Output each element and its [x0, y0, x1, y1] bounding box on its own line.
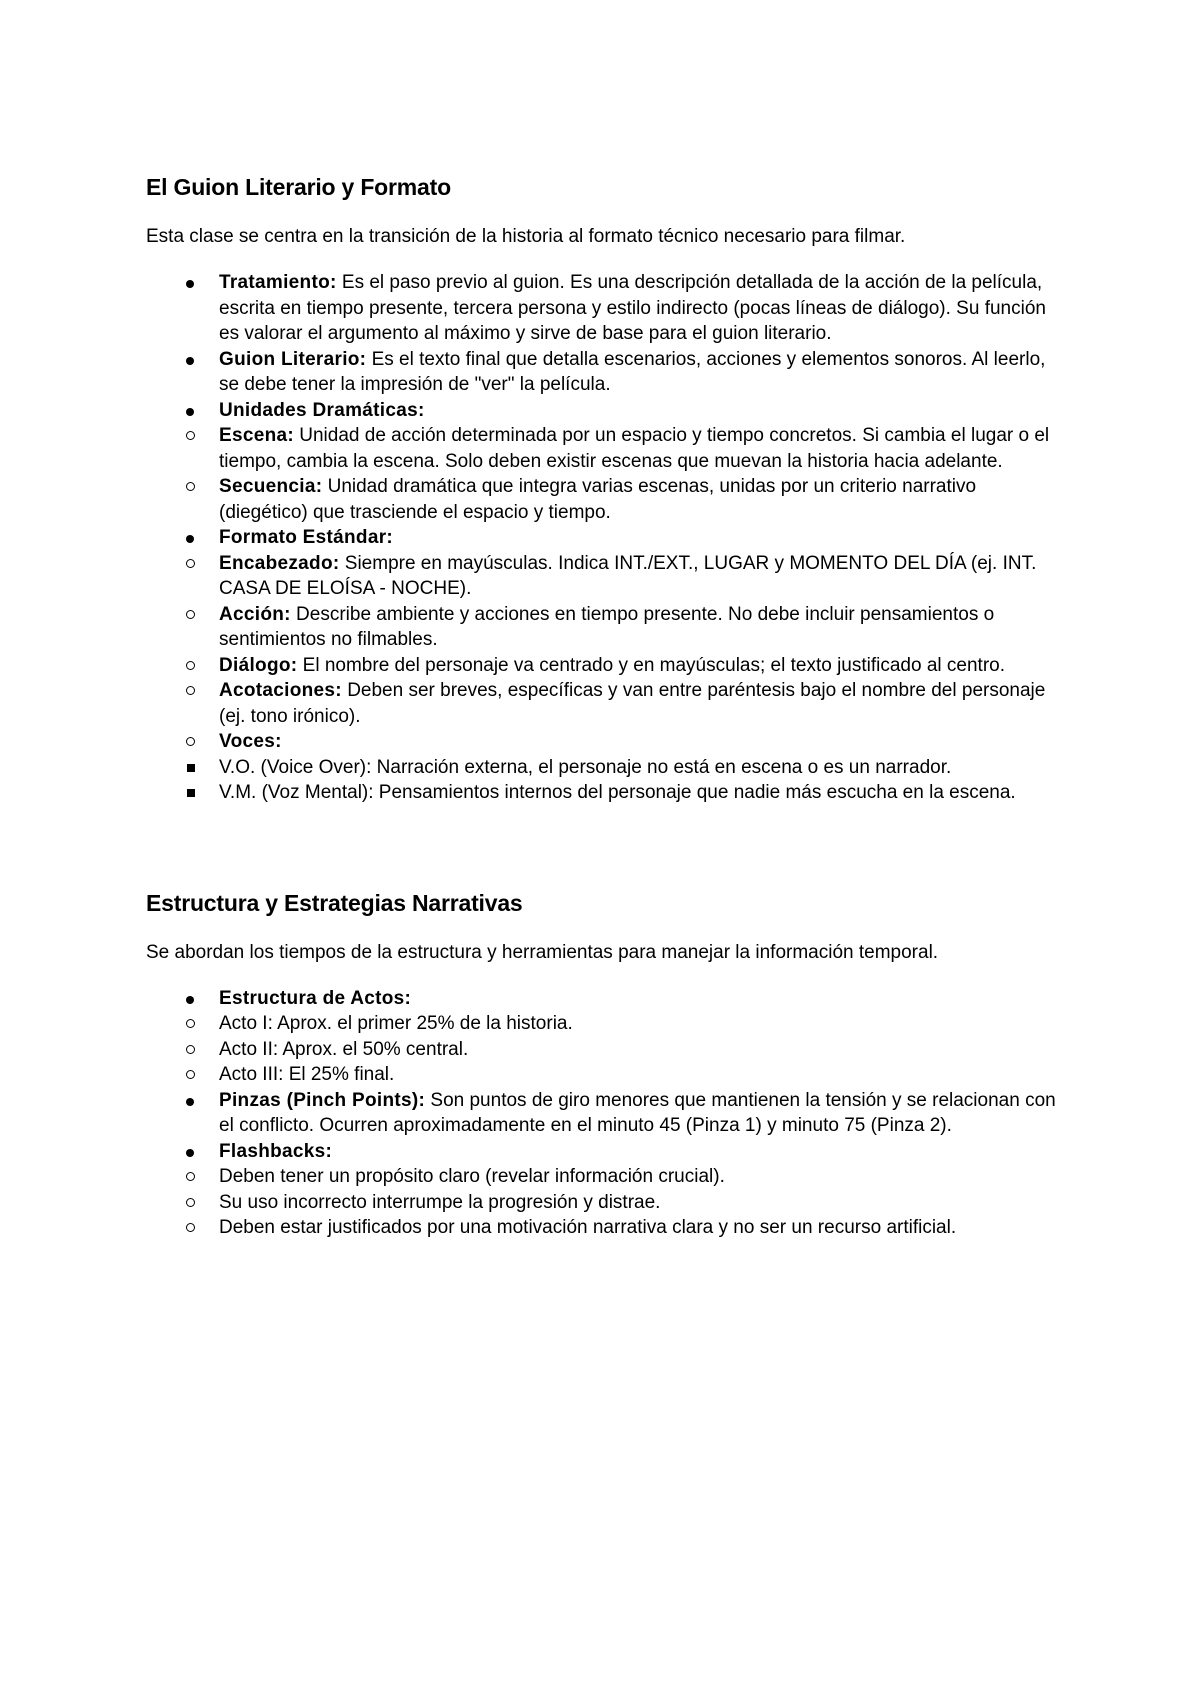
sub-list-item: [146, 678, 1066, 729]
item-text: Deben estar justificados por una motivación narrativa clara y no ser un recurso artificial.: [219, 1217, 957, 1238]
sub-list-item: [146, 1215, 1066, 1241]
sub-list-item: [146, 1037, 1066, 1063]
bullet-list: [146, 270, 1066, 806]
bullet-dot-icon: [186, 1149, 194, 1157]
sub-list: [146, 1011, 1066, 1088]
bullet-dot-icon: [186, 357, 194, 365]
item-term: Formato Estándar:: [219, 527, 394, 548]
list-item: [146, 525, 1066, 806]
item-text: Acto III: El 25% final.: [219, 1064, 395, 1085]
sub-list: [146, 551, 1066, 806]
section-title: Estructura y Estrategias Narrativas: [146, 889, 523, 916]
item-term: Acotaciones:: [219, 680, 342, 701]
item-text: V.M. (Voz Mental): Pensamientos internos del personaje que nadie más escucha en la escena.: [219, 782, 1016, 803]
item-term: Escena:: [219, 425, 294, 446]
item-term: Tratamiento:: [219, 272, 337, 293]
list-item: [146, 347, 1066, 398]
item-text: Deben tener un propósito claro (revelar información crucial).: [219, 1166, 725, 1187]
section-title: El Guion Literario y Formato: [146, 174, 451, 200]
bullet-circle-icon: [186, 482, 195, 491]
sub-list-item: [146, 602, 1066, 653]
sub-list-item: [146, 1011, 1066, 1037]
sub-list-item: [146, 729, 1066, 806]
item-term: Guion Literario:: [219, 348, 367, 370]
item-text: Unidad de acción determinada por un espacio y tiempo concretos. Si cambia el lugar o el tiempo, cambia la escena. Solo deben existir escenas que muevan la historia hacia adelante.: [219, 425, 1050, 472]
list-item: [146, 1139, 1066, 1241]
item-term: Unidades Dramáticas:: [219, 399, 425, 421]
item-text: Acto II: Aprox. el 50% central.: [219, 1038, 469, 1060]
sub-list-item: [146, 551, 1066, 602]
bullet-circle-icon: [186, 686, 195, 695]
bullet-circle-icon: [186, 737, 195, 746]
item-text: Es el texto final que detalla escenarios, acciones y elementos sonoros. Al leerlo, se debe tener la impresión de "ver" la película.: [219, 348, 1046, 395]
item-text: Es el paso previo al guion. Es una descripción detallada de la acción de la película, escrita en tiempo presente, tercera persona y estilo indirecto (pocas líneas de diálogo). Su función es valorar el argumento al máximo y sirve de base para el guion literario.: [219, 272, 1046, 344]
bullet-circle-icon: [186, 1070, 195, 1079]
bullet-dot-icon: [186, 280, 194, 288]
bullet-list: [146, 986, 1066, 1241]
bullet-circle-icon: [186, 1198, 195, 1207]
bullet-dot-icon: [186, 408, 194, 416]
item-text: Unidad dramática que integra varias escenas, unidas por un criterio narrativo (diegético) que trasciende el espacio y tiempo.: [219, 476, 977, 523]
item-term: Secuencia:: [219, 476, 323, 497]
bullet-dot-icon: [186, 1098, 194, 1106]
section-intro: Se abordan los tiempos de la estructura y herramientas para manejar la información temporal.: [146, 941, 939, 963]
sub-sub-list-item: [146, 755, 1066, 781]
section-intro: Esta clase se centra en la transición de la historia al formato técnico necesario para filmar.: [146, 226, 906, 247]
sub-list-item: [146, 474, 1066, 525]
item-text: Siempre en mayúsculas. Indica INT./EXT., LUGAR y MOMENTO DEL DÍA (ej. INT. CASA DE ELOÍSA - NOCHE).: [219, 552, 1037, 599]
bullet-circle-icon: [186, 1223, 195, 1232]
sub-list-item: [146, 1062, 1066, 1088]
item-text: El nombre del personaje va centrado y en mayúsculas; el texto justificado al centro.: [297, 654, 1005, 676]
item-term: Acción:: [219, 603, 291, 625]
sub-list: [146, 1164, 1066, 1241]
sub-list-item: [146, 653, 1066, 679]
sub-list: [146, 423, 1066, 525]
bullet-dot-icon: [186, 535, 194, 543]
bullet-circle-icon: [186, 559, 195, 568]
bullet-circle-icon: [186, 1172, 195, 1181]
item-text: Describe ambiente y acciones en tiempo presente. No debe incluir pensamientos o sentimientos no filmables.: [219, 603, 995, 650]
document-page: [146, 172, 1066, 1241]
item-term: Pinzas (Pinch Points):: [219, 1089, 426, 1111]
sub-sub-list: [146, 755, 1066, 806]
sub-list-item: [146, 423, 1066, 474]
section-guion-literario: [146, 172, 1066, 806]
item-term: Estructura de Actos:: [219, 987, 412, 1009]
bullet-circle-icon: [186, 610, 195, 619]
section-estructura: [146, 888, 1066, 1241]
bullet-dot-icon: [186, 996, 194, 1004]
bullet-square-icon: [187, 789, 195, 797]
list-item: [146, 1088, 1066, 1139]
item-text: Acto I: Aprox. el primer 25% de la historia.: [219, 1013, 573, 1034]
bullet-square-icon: [187, 764, 195, 772]
sub-list-item: [146, 1164, 1066, 1190]
item-term: Flashbacks:: [219, 1140, 333, 1162]
sub-list-item: [146, 1190, 1066, 1216]
item-term: Diálogo:: [219, 654, 298, 676]
item-text: Su uso incorrecto interrumpe la progresión y distrae.: [219, 1191, 661, 1213]
item-term: Voces:: [219, 731, 282, 752]
list-item: [146, 986, 1066, 1088]
item-text: Deben ser breves, específicas y van entre paréntesis bajo el nombre del personaje (ej. tono irónico).: [219, 680, 1046, 727]
item-text: V.O. (Voice Over): Narración externa, el personaje no está en escena o es un narrador.: [219, 756, 952, 778]
list-item: [146, 398, 1066, 526]
list-item: [146, 270, 1066, 347]
item-term: Encabezado:: [219, 552, 340, 574]
bullet-circle-icon: [186, 661, 195, 670]
bullet-circle-icon: [186, 431, 195, 440]
sub-sub-list-item: [146, 780, 1066, 806]
bullet-circle-icon: [186, 1045, 195, 1054]
bullet-circle-icon: [186, 1019, 195, 1028]
item-text: Son puntos de giro menores que mantienen la tensión y se relacionan con el conflicto. Ocurren aproximadamente en el minuto 45 (Pinza 1) y minuto 75 (Pinza 2).: [219, 1089, 1056, 1136]
